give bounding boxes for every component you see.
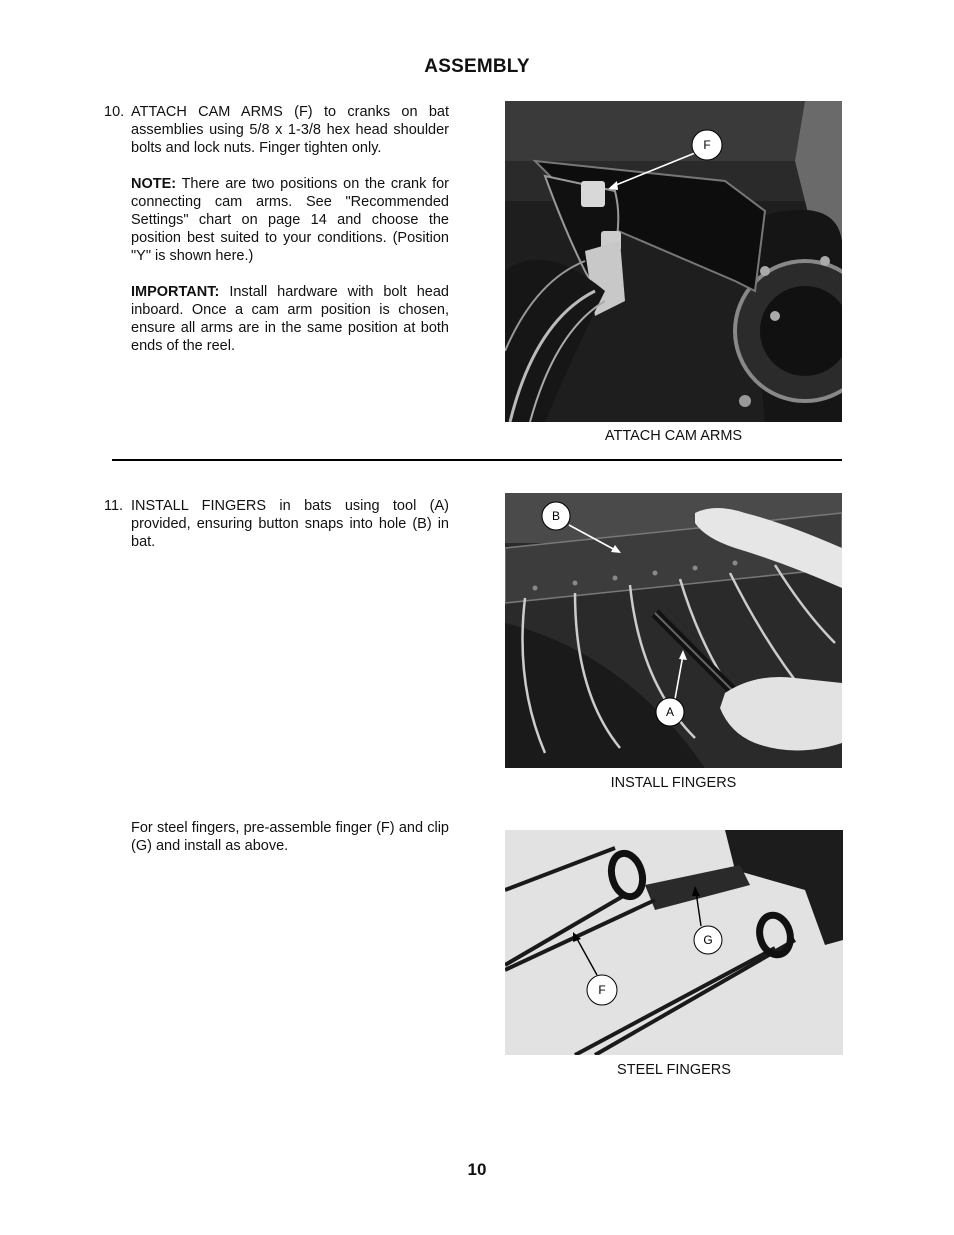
photo-attach-cam-arms <box>505 101 842 422</box>
caption-install-fingers: INSTALL FINGERS <box>610 775 737 791</box>
step-11 <box>104 497 449 551</box>
step-10 <box>104 103 449 355</box>
note-label: NOTE: <box>131 176 177 192</box>
caption-steel-fingers: STEEL FINGERS <box>617 1062 731 1078</box>
page-title: ASSEMBLY <box>424 56 530 77</box>
step-10-note <box>131 175 449 265</box>
step-10-text: ATTACH CAM ARMS (F) to cranks on bat assemblies using 5/8 x 1-3/8 hex head shoulder bolts and lock nuts. Finger tighten only. <box>131 104 449 156</box>
callout-f: F <box>703 138 711 152</box>
note-text: There are two positions on the crank for connecting cam arms. See "Recommended Settings" chart on page 14 and choose the position best suited to your conditions. (Position "Y" is shown here.) <box>131 176 449 264</box>
step-number: 10. <box>104 104 125 120</box>
step-11-text: INSTALL FINGERS in bats using tool (A) provided, ensuring button snaps into hole (B) in bat. <box>131 498 449 550</box>
callout-b: B <box>551 509 561 523</box>
steel-fingers-note <box>131 819 449 855</box>
callout-a: A <box>665 705 675 719</box>
important-label: IMPORTANT: <box>131 284 220 300</box>
callout-f: F <box>598 983 606 997</box>
page-number: 10 <box>467 1160 487 1179</box>
caption-attach-cam-arms: ATTACH CAM ARMS <box>604 428 743 444</box>
step-10-important <box>131 283 449 355</box>
step-number: 11. <box>104 498 124 514</box>
section-divider <box>112 459 842 461</box>
callout-g: G <box>703 933 713 947</box>
photo-steel-fingers <box>505 830 843 1055</box>
steel-fingers-text: For steel fingers, pre-assemble finger (F) and clip (G) and install as above. <box>131 820 449 854</box>
important-text: Install hardware with bolt head inboard. Once a cam arm position is chosen, ensure all arms are in the same position at both ends of the reel. <box>131 284 449 354</box>
photo-install-fingers <box>505 493 842 768</box>
